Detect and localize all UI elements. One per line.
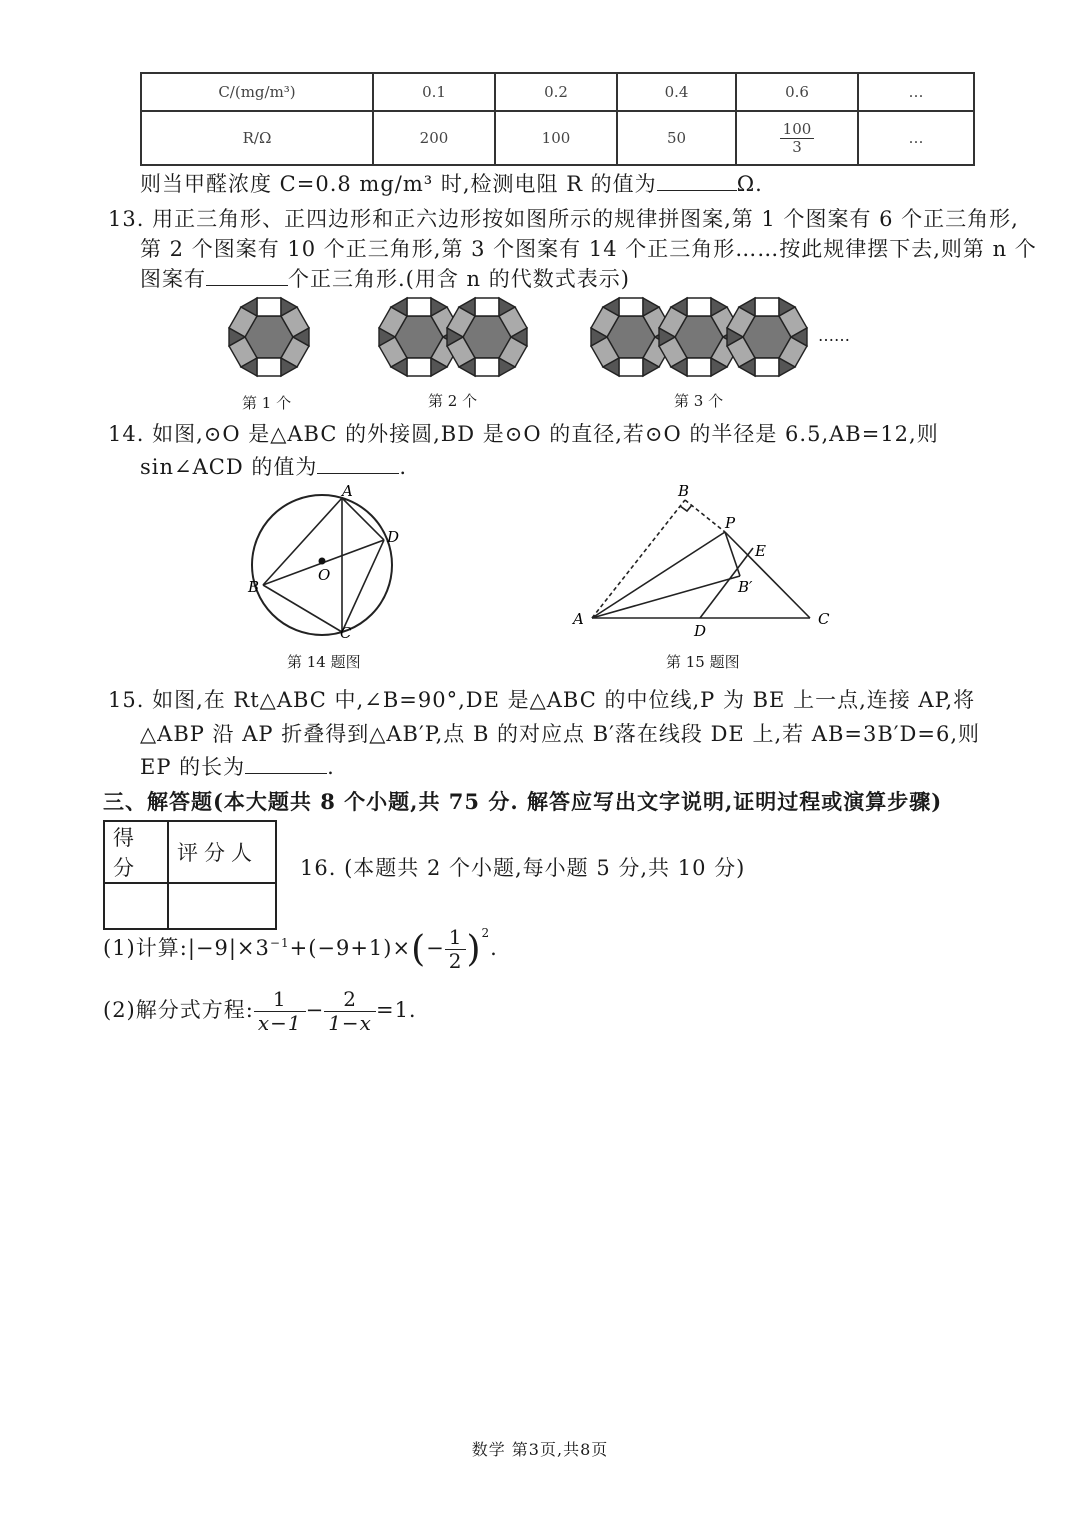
label-b: B	[678, 482, 690, 500]
table-cell: 0.2	[495, 73, 617, 111]
score-table	[103, 820, 277, 930]
q13-text: 个正三角形.(用含 n 的代数式表示)	[288, 267, 630, 291]
q15-line3	[140, 751, 335, 781]
q12-line	[140, 168, 763, 198]
fraction-denominator: 2	[448, 949, 463, 973]
label-b: B	[248, 578, 260, 596]
pattern-caption-2: 第 2 个	[428, 392, 478, 410]
tiling-patterns	[215, 292, 865, 392]
segment-bp-dashed	[685, 500, 725, 532]
segment-ad	[342, 498, 384, 540]
table-cell: 0.1	[373, 73, 495, 111]
table-cell: 100	[495, 111, 617, 165]
table-cell: …	[858, 111, 974, 165]
table-row1-label: C/(mg/m³)	[141, 73, 373, 111]
square	[257, 298, 281, 316]
circle-o	[252, 495, 392, 635]
pattern-ellipsis: ……	[818, 326, 850, 345]
q16-part2	[103, 988, 417, 1035]
segment-bc	[263, 585, 342, 632]
fraction	[445, 926, 467, 973]
q12-unit: Ω.	[736, 172, 763, 196]
left-paren: (	[411, 929, 427, 970]
section-3-title: 三、解答题(本大题共 8 个小题,共 75 分. 解答应写出文字说明,证明过程或演算步骤)	[103, 789, 943, 814]
answer-blank[interactable]	[657, 190, 737, 191]
pattern-caption-3: 第 3 个	[674, 392, 724, 410]
label-a: A	[342, 482, 353, 500]
q16-part1-mid: +(−9+1)×	[289, 936, 412, 960]
q13-line2: 第 2 个图案有 10 个正三角形,第 3 个图案有 14 个正三角形……按此规律摆下去,则第 n 个	[140, 237, 1037, 261]
page-footer: 数学 第3页,共8页	[471, 1440, 609, 1459]
segment-ap	[592, 532, 725, 618]
label-e: E	[755, 542, 766, 560]
label-a: A	[573, 610, 584, 628]
q16-part2-prefix: (2)解分式方程:	[103, 998, 254, 1022]
pattern-caption-1: 第 1 个	[242, 394, 292, 412]
score-header: 得分	[104, 821, 168, 883]
q15-line1: 15. 如图,在 Rt△ABC 中,∠B=90°,DE 是△ABC 的中位线,P 为 BE 上一点,连接 AP,将	[108, 688, 976, 712]
table-cell: 0.6	[736, 73, 858, 111]
fraction-denominator: 3	[792, 137, 802, 156]
table-cell: …	[858, 73, 974, 111]
q14-line2	[140, 451, 407, 481]
pattern-2b	[447, 298, 527, 376]
q13-line1: 13. 用正三角形、正四边形和正六边形按如图所示的规律拼图案,第 1 个图案有 6 个正三角形,	[108, 207, 1019, 231]
q13-line3	[140, 263, 630, 293]
q15-text: EP 的长为	[140, 755, 246, 779]
grader-header: 评分人	[168, 821, 276, 883]
answer-blank[interactable]	[206, 285, 288, 286]
table-cell-fraction	[736, 111, 858, 165]
fraction-denominator: x−1	[257, 1011, 302, 1035]
equals-one: =1.	[375, 998, 417, 1022]
pattern-1	[229, 298, 309, 376]
figure-15	[570, 480, 840, 645]
table-cell: 0.4	[617, 73, 736, 111]
figure-14	[240, 480, 420, 645]
segment-pc	[725, 532, 810, 618]
figure-15-caption: 第 15 题图	[666, 653, 740, 671]
figure-14-caption: 第 14 题图	[287, 653, 361, 671]
exponent: 2	[481, 926, 491, 940]
q12-text: 则当甲醛浓度 C=0.8 mg/m³ 时,检测电阻 R 的值为	[140, 172, 657, 196]
score-cell[interactable]	[104, 883, 168, 929]
label-c: C	[340, 624, 352, 642]
fraction	[254, 988, 306, 1035]
answer-blank[interactable]	[317, 473, 399, 474]
center-dot	[319, 558, 326, 565]
segment-ab-dashed	[592, 500, 685, 618]
q16-part1	[103, 926, 498, 973]
q16-title: 16. (本题共 2 个小题,每小题 5 分,共 10 分)	[300, 856, 746, 880]
grader-cell[interactable]	[168, 883, 276, 929]
fraction-numerator: 100	[780, 121, 815, 139]
q14-text: .	[399, 455, 408, 479]
table-cell: 200	[373, 111, 495, 165]
table-row2-label: R/Ω	[141, 111, 373, 165]
q14-line1: 14. 如图,⊙O 是△ABC 的外接圆,BD 是⊙O 的直径,若⊙O 的半径是 6.5,AB=12,则	[108, 422, 939, 446]
label-c: C	[818, 610, 830, 628]
label-p: P	[725, 514, 736, 532]
minus-sign: −	[305, 998, 325, 1022]
q14-text: sin∠ACD 的值为	[140, 455, 318, 479]
label-b-prime: B′	[738, 578, 753, 596]
fraction	[324, 988, 376, 1035]
label-d: D	[387, 528, 400, 546]
minus-sign: −	[426, 936, 445, 960]
data-table	[140, 72, 975, 166]
table-cell: 50	[617, 111, 736, 165]
right-paren: )	[466, 929, 482, 970]
answer-blank[interactable]	[245, 773, 327, 774]
fraction-numerator: 1	[445, 926, 467, 950]
q15-line2: △ABP 沿 AP 折叠得到△AB′P,点 B 的对应点 B′落在线段 DE 上,若 AB=3B′D=6,则	[140, 722, 981, 746]
square	[257, 358, 281, 376]
q15-text: .	[327, 755, 335, 779]
segment-ab1	[592, 576, 740, 618]
right-angle-mark	[680, 505, 692, 511]
fraction	[780, 121, 815, 155]
q13-text: 图案有	[140, 267, 206, 291]
fraction-numerator: 2	[324, 988, 376, 1012]
pattern-3c	[727, 298, 807, 376]
fraction-numerator: 1	[254, 988, 306, 1012]
label-d: D	[694, 622, 707, 640]
label-o: O	[318, 566, 331, 584]
period: .	[490, 936, 498, 960]
fraction-denominator: 1−x	[328, 1011, 372, 1035]
exponent: −1	[269, 936, 290, 950]
q16-part1-prefix: (1)计算:|−9|×3	[103, 936, 270, 960]
